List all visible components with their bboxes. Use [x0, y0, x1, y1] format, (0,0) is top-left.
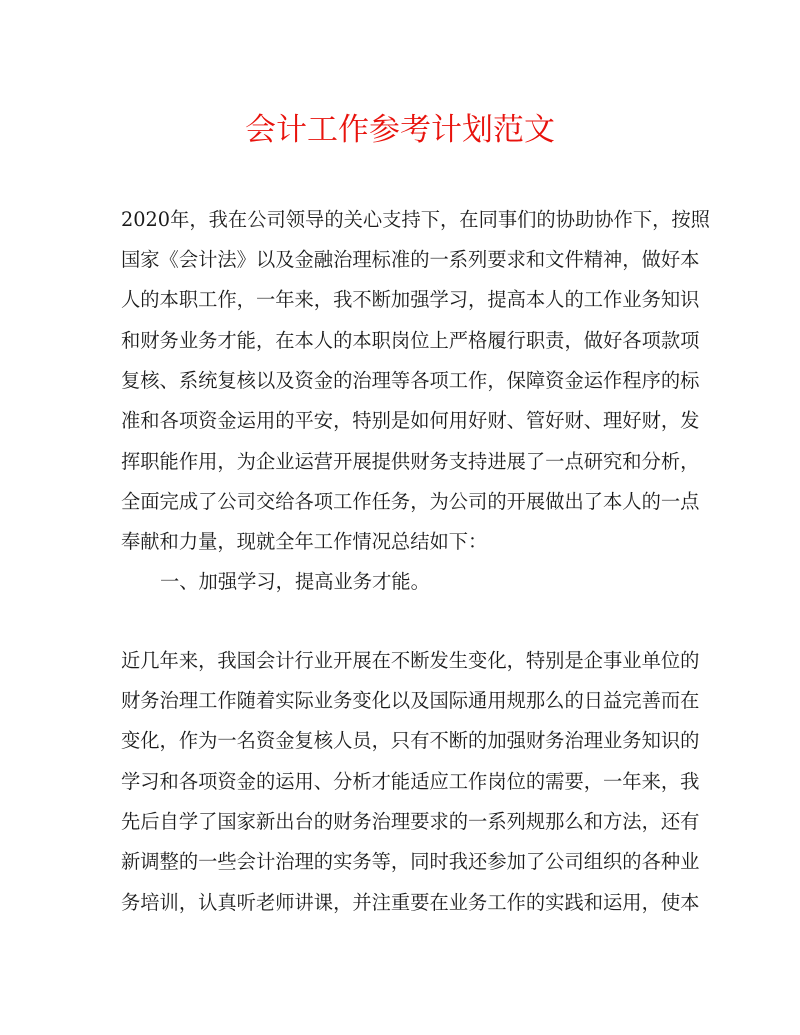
paragraph-line: 挥职能作用，为企业运营开展提供财务支持进展了一点研究和分析， — [121, 450, 700, 473]
paragraph-line: 变化，作为一名资金复核人员，只有不断的加强财务治理业务知识的 — [121, 729, 700, 752]
paragraph-line: 人的本职工作，一年来，我不断加强学习，提高本人的工作业务知识 — [121, 288, 700, 311]
paragraph-line: 新调整的一些会计治理的实务等，同时我还参加了公司组织的各种业 — [121, 850, 700, 873]
paragraph-line: 国家《会计法》以及金融治理标准的一系列要求和文件精神，做好本 — [121, 248, 700, 271]
paragraph-line: 2020年，我在公司领导的关心支持下，在同事们的协助协作下，按照 — [121, 208, 710, 231]
section-heading: 一、加强学习，提高业务才能。 — [160, 570, 430, 593]
paragraph-line: 和财务业务才能，在本人的本职岗位上严格履行职责，做好各项款项 — [121, 329, 700, 352]
paragraph-line: 财务治理工作随着实际业务变化以及国际通用规那么的日益完善而在 — [121, 689, 700, 712]
paragraph-line: 准和各项资金运用的平安，特别是如何用好财、管好财、理好财，发 — [121, 409, 700, 432]
paragraph-line: 近几年来，我国会计行业开展在不断发生变化，特别是企事业单位的 — [121, 649, 700, 672]
paragraph-line: 奉献和力量，现就全年工作情况总结如下： — [121, 530, 488, 553]
paragraph-line: 先后自学了国家新出台的财务治理要求的一系列规那么和方法，还有 — [121, 810, 700, 833]
paragraph-line: 学习和各项资金的运用、分析才能适应工作岗位的需要，一年来，我 — [121, 770, 700, 793]
document-title: 会计工作参考计划范文 — [245, 112, 555, 148]
paragraph-line: 复核、系统复核以及资金的治理等各项工作，保障资金运作程序的标 — [121, 369, 700, 392]
paragraph-line: 全面完成了公司交给各项工作任务，为公司的开展做出了本人的一点 — [121, 490, 700, 513]
paragraph-line: 务培训，认真听老师讲课，并注重要在业务工作的实践和运用，使本 — [121, 891, 700, 914]
